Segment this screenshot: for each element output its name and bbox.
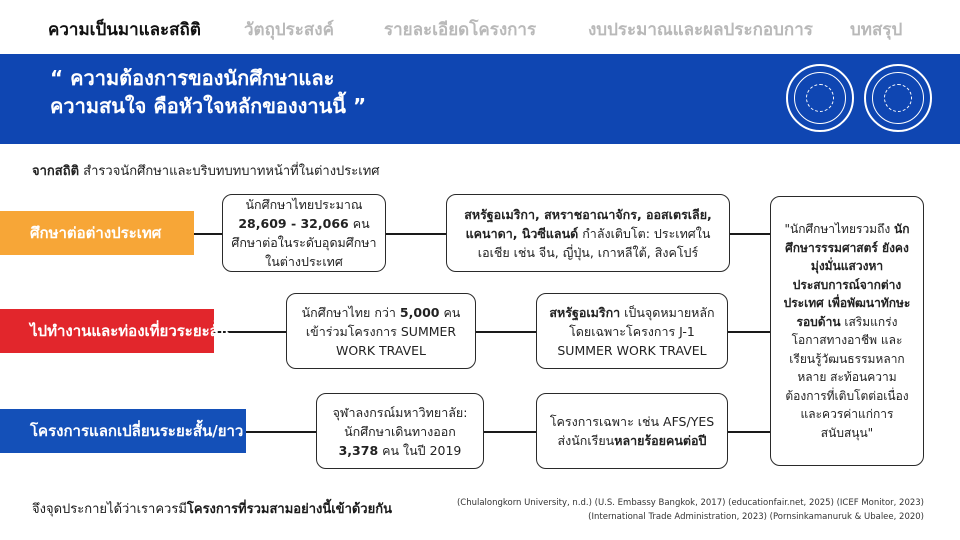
text: คน เข้าร่วมโครงการ SUMMER WORK TRAVEL: [305, 304, 461, 358]
connector-line: [730, 233, 770, 235]
reference-line: (International Trade Administration, 2023) (Pornsinkamanuruk & Ubalee, 2020): [588, 512, 924, 522]
exchange-program-box: [536, 393, 728, 469]
text: คน ศึกษาต่อในระดับอุดมศึกษาในต่างประเทศ: [231, 216, 377, 269]
nav-tab-budget[interactable]: งบประมาณและผลประกอบการ: [588, 20, 813, 40]
nav-tab-background[interactable]: ความเป็นมาและสถิติ: [48, 20, 201, 40]
summary-highlight: นักศึกษารรรมศาสตร์ ยังคงมุ่งมั่นแสวงหาประสบการณ์จากต่างประเทศ เพื่อพัฒนาทักษะรอบด้าน: [783, 222, 911, 329]
section-subtitle: [32, 160, 380, 181]
connector-line: [476, 331, 536, 333]
connector-line: [386, 233, 446, 235]
stat-number: 28,609 - 32,066: [238, 216, 349, 231]
text: "นักศึกษาไทยรวมถึง: [784, 222, 895, 236]
text: คน ในปี 2019: [378, 442, 462, 458]
quote-line-2: ความสนใจ คือหัวใจหลักของงานนี้ ”: [50, 94, 367, 118]
study-destination-box: [446, 194, 730, 272]
footer-highlight: โครงการที่รวมสามอย่างนี้เข้าด้วยกัน: [186, 502, 392, 517]
nav-tab-conclusion[interactable]: บทสรุป: [850, 20, 903, 40]
category-work-travel: [0, 309, 230, 353]
stat-number: 3,378: [338, 442, 379, 458]
category-study-abroad: [0, 211, 194, 255]
subtitle-bold: จากสถิติ: [32, 164, 80, 179]
text: จึงจุดประกายได้ว่าเราควรมี: [32, 502, 187, 517]
text: นักศึกษาไทย กว่า: [301, 304, 400, 320]
university-seal-logo-1: [786, 64, 854, 132]
quote-line-1: “ ความต้องการของนักศึกษาและ: [50, 66, 335, 90]
nav-tab-project-details[interactable]: รายละเอียดโครงการ: [384, 20, 537, 40]
connector-line: [728, 331, 770, 333]
connector-line: [728, 431, 770, 433]
text: โครงการเฉพาะ เช่น AFS/YES ส่งนักเรียน: [549, 414, 715, 448]
category-label: ศึกษาต่อต่างประเทศ: [30, 224, 162, 242]
destination-country: สหรัฐอเมริกา: [549, 304, 621, 320]
destination-countries: สหรัฐอเมริกา, สหราชอาณาจักร, ออสเตรเลีย, แคนาดา, นิวซีแลนด์: [464, 206, 712, 241]
text: กำลังเติบโต: ประเทศในเอเชีย เช่น จีน, ญี่ปุ่น, เกาหลีใต้, สิงคโปร์: [477, 225, 711, 260]
subtitle-rest: สำรวจนักศึกษาและบริบทบทบาทหน้าที่ในต่างประเทศ: [79, 164, 380, 179]
highlight: หลายร้อยคนต่อปี: [614, 433, 707, 448]
category-label: ไปทำงานและท่องเที่ยวระยะสั้น: [30, 322, 230, 340]
work-stat-box: [286, 293, 476, 369]
category-label: โครงการแลกเปลี่ยนระยะสั้น/ยาว: [30, 422, 244, 440]
text: เป็นจุดหมายหลัก โดยเฉพาะโครงการ J-1 SUMMER WORK TRAVEL: [557, 304, 715, 358]
work-destination-box: [536, 293, 728, 369]
nav-tab-objectives[interactable]: วัตถุประสงค์: [244, 20, 334, 40]
top-nav: [0, 0, 960, 54]
study-stat-box: [222, 194, 386, 272]
quote-banner: [0, 54, 960, 144]
text: เสริมแกร่งโอกาสทางอาชีพ และเรียนรู้วัฒนธรรมหลากหลาย สะท้อนความต้องการที่เติบโตต่อเนื่องและควรค่าแก่การสนับสนุน": [785, 314, 909, 440]
banner-quote: [50, 64, 366, 120]
stat-number: 5,000: [399, 304, 440, 320]
connector-line: [246, 431, 316, 433]
footer-conclusion: [32, 498, 392, 519]
connector-line: [194, 233, 224, 235]
connector-line: [484, 431, 536, 433]
reference-line: (Chulalongkorn University, n.d.) (U.S. Embassy Bangkok, 2017) (educationfair.net, 2025) (ICEF Monitor, 2023): [456, 498, 924, 508]
university-seal-logo-2: [864, 64, 932, 132]
summary-box: [770, 196, 924, 466]
references: [457, 496, 924, 524]
exchange-stat-box: [316, 393, 484, 469]
text: จุฬาลงกรณ์มหาวิทยาลัย: นักศึกษาเดินทางออก: [332, 404, 468, 439]
category-exchange: [0, 409, 246, 453]
text: นักศึกษาไทยประมาณ: [245, 197, 363, 212]
